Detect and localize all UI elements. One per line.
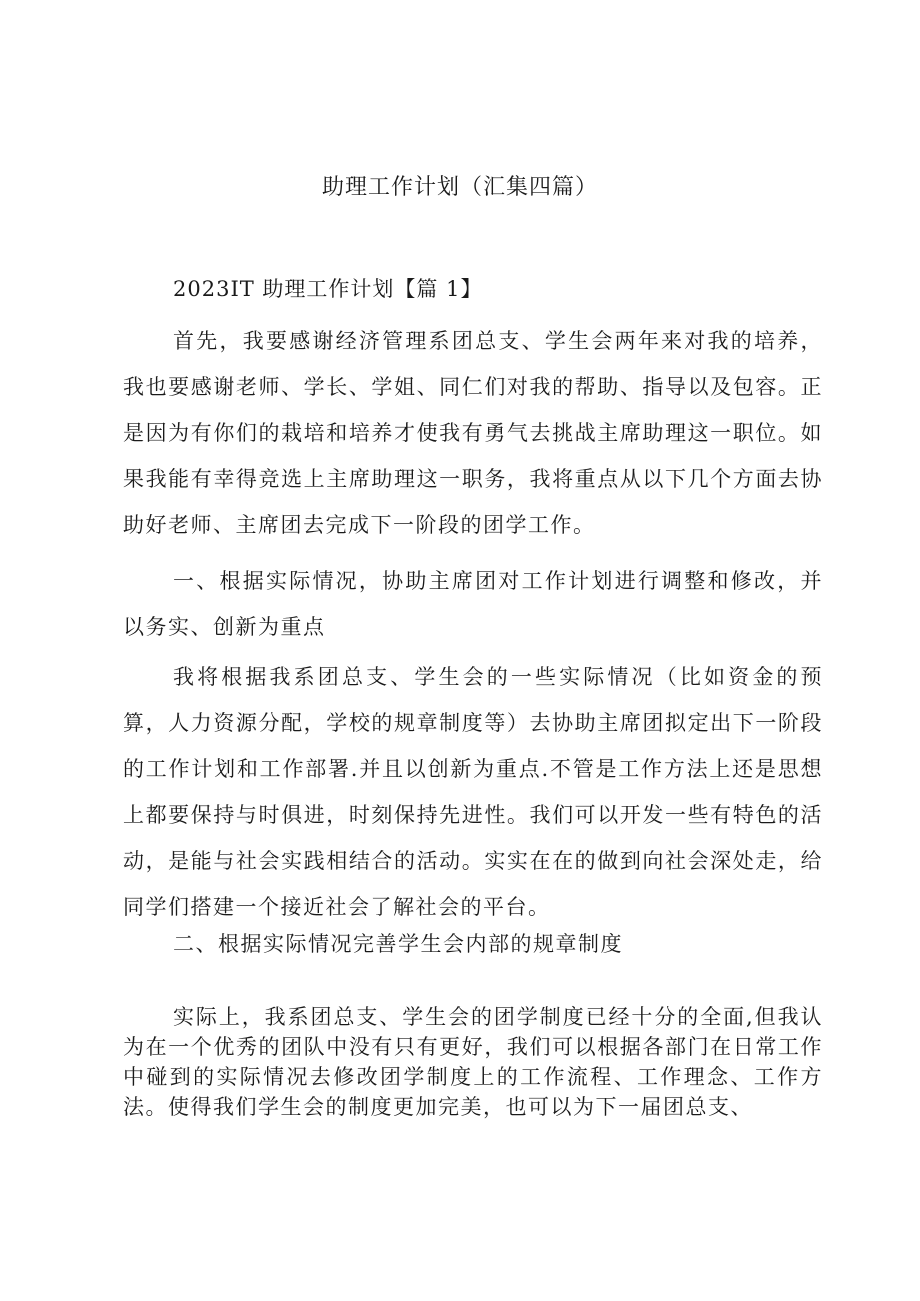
paragraph-point-two-detail: 实际上，我系团总支、学生会的团学制度已经十分的全面,但我认为在一个优秀的团队中没有只有更好，我们可以根据各部门在日常工作中碰到的实际情况去修改团学制度上的工作流程、工作理念、工作方法。使得我们学生会的制度更加完美，也可以为下一届团总支、 [123,1005,823,1119]
paragraph-intro: 首先，我要感谢经济管理系团总支、学生会两年来对我的培养，我也要感谢老师、学长、学姐、同仁们对我的帮助、指导以及包容。正是因为有你们的栽培和培养才使我有勇气去挑战主席助理这一职位。如果我能有幸得竞选上主席助理这一职务，我将重点从以下几个方面去协助好老师、主席团去完成下一阶段的团学工作。 [123,329,823,537]
paragraph-point-two: 二、根据实际情况完善学生会内部的规章制度 [173,932,623,956]
section-heading: 2023IT 助理工作计划【篇 1】 [173,277,483,301]
paragraph-point-one: 一、根据实际情况，协助主席团对工作计划进行调整和修改，并以务实、创新为重点 [123,569,823,639]
document-title: 助理工作计划（汇集四篇） [321,175,598,200]
paragraph-point-one-detail: 我将根据我系团总支、学生会的一些实际情况（比如资金的预算，人力资源分配，学校的规章制度等）去协助主席团拟定出下一阶段的工作计划和工作部署.并且以创新为重点.不管是工作方法上还是思想上都要保持与时俱进，时刻保持先进性。我们可以开发一些有特色的活动，是能与社会实践相结合的活动。实实在在的做到向社会深处走，给同学们搭建一个接近社会了解社会的平台。 [123,665,823,919]
